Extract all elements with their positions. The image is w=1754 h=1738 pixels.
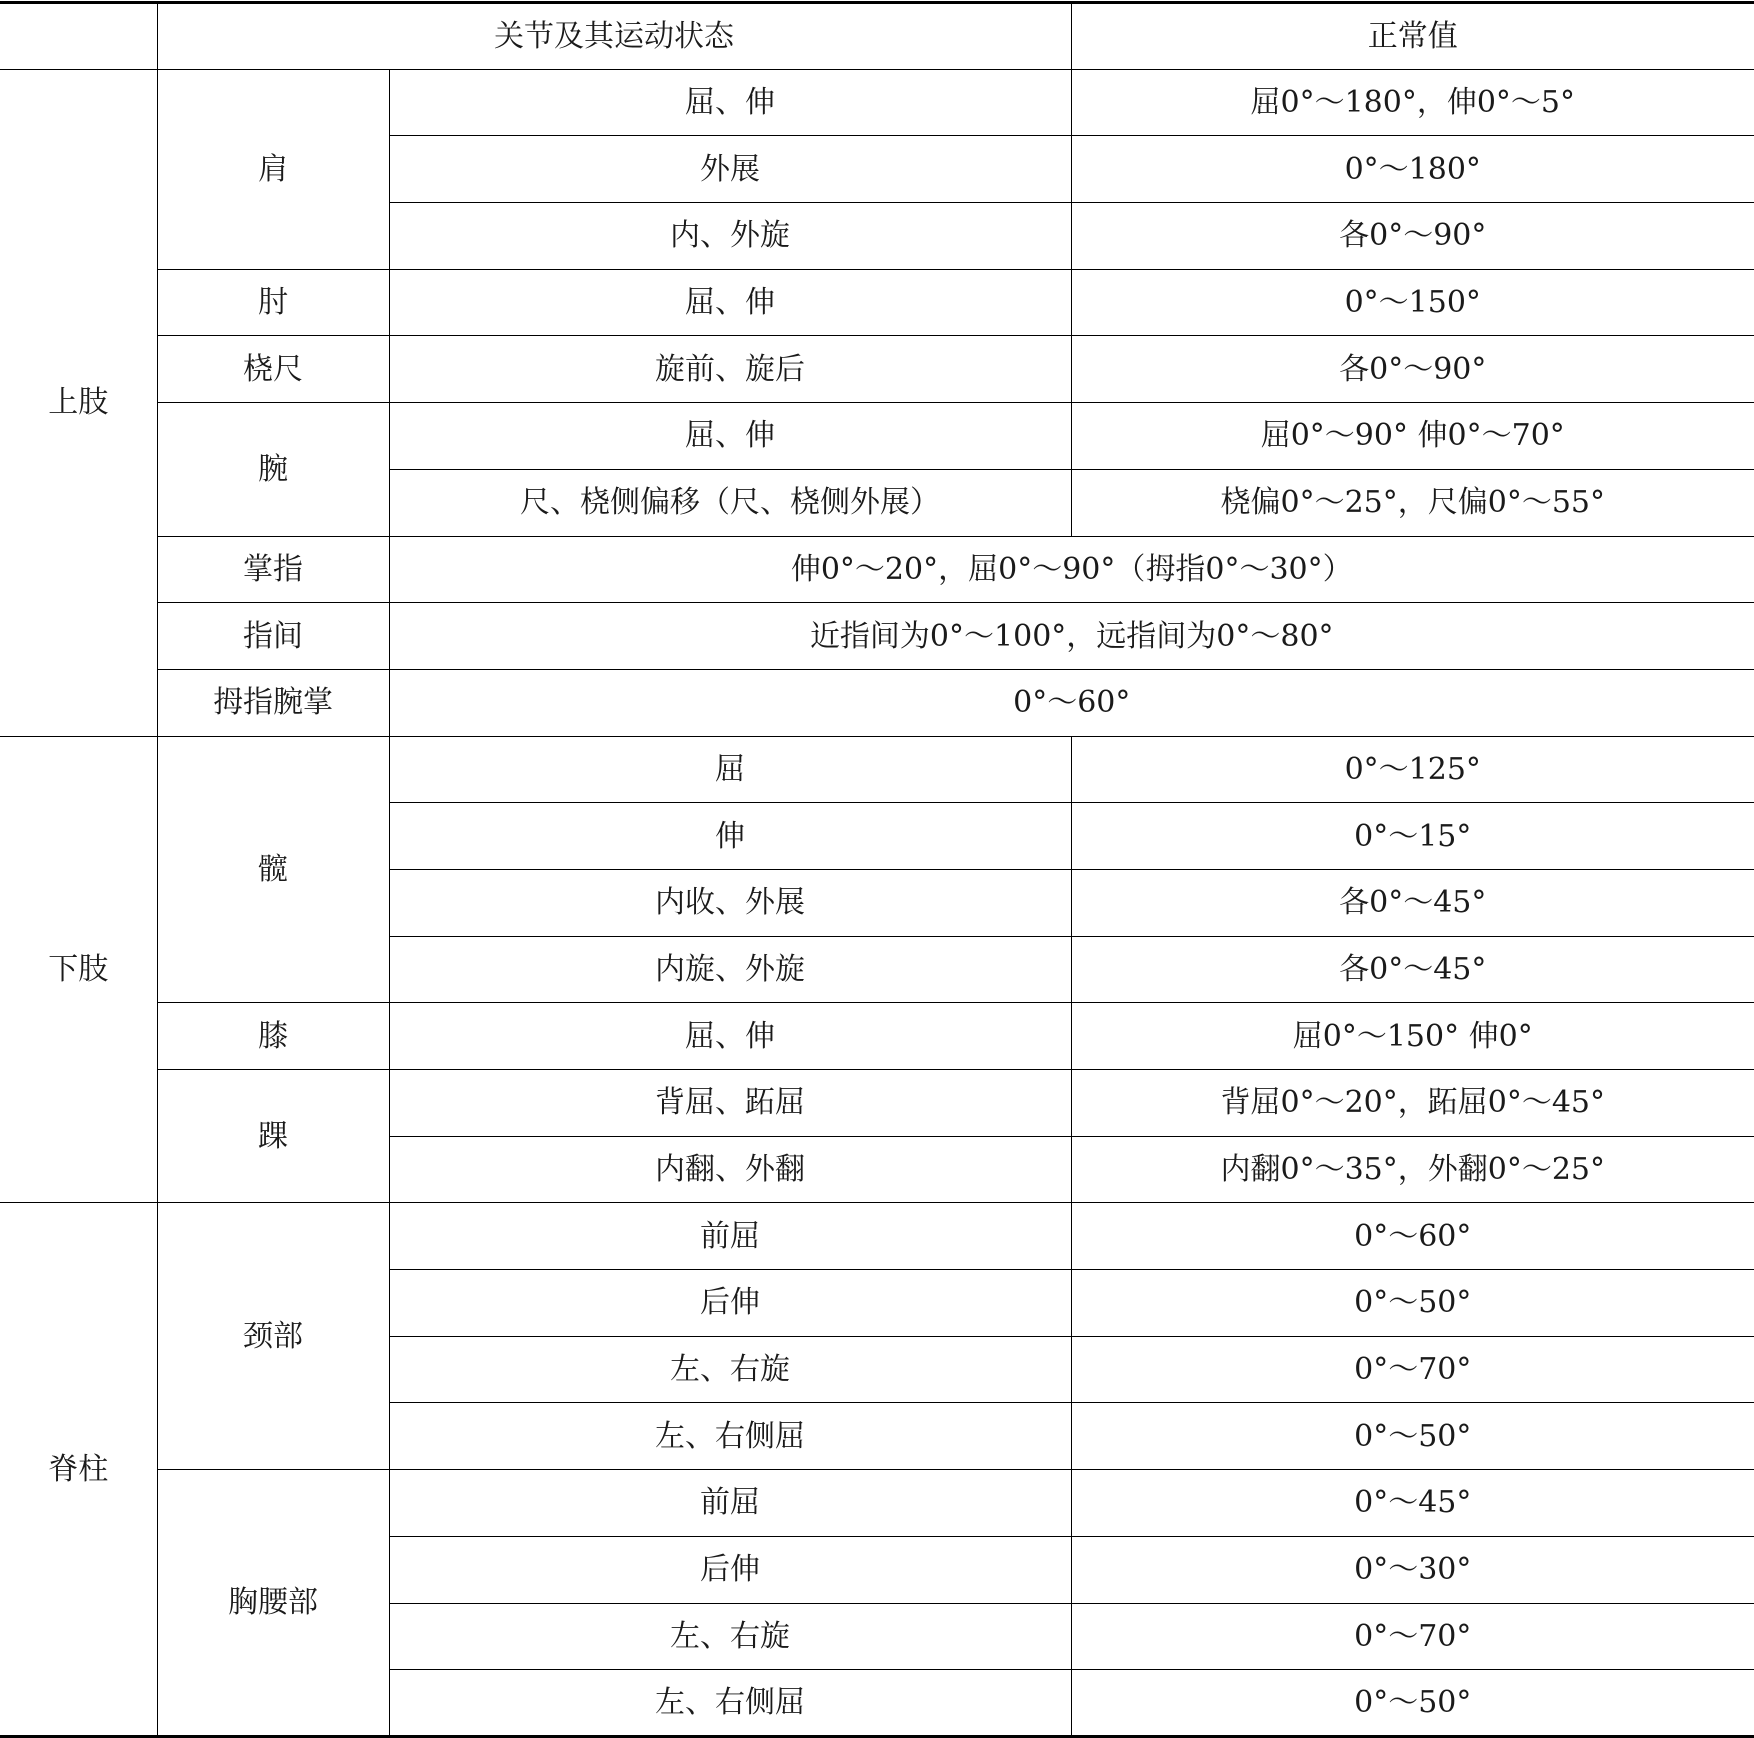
value-cell: 各0°～45° [1071, 936, 1754, 1003]
range-of-motion-table [0, 1, 1754, 1738]
motion-cell: 左、右侧屈 [389, 1403, 1071, 1470]
joint-cell: 腕 [157, 403, 389, 536]
value-cell: 屈0°～90° 伸0°～70° [1071, 403, 1754, 470]
joint-cell: 桡尺 [157, 336, 389, 403]
joint-cell: 肘 [157, 269, 389, 336]
motion-cell: 后伸 [389, 1536, 1071, 1603]
value-cell: 屈0°～180°，伸0°～5° [1071, 69, 1754, 136]
region-cell: 脊柱 [0, 1203, 157, 1737]
value-cell: 0°～15° [1071, 803, 1754, 870]
table-row [0, 1070, 1754, 1137]
motion-cell: 内旋、外旋 [389, 936, 1071, 1003]
value-cell: 背屈0°～20°，跖屈0°～45° [1071, 1070, 1754, 1137]
motion-cell: 左、右旋 [389, 1336, 1071, 1403]
joint-cell: 髋 [157, 736, 389, 1003]
motion-cell: 屈、伸 [389, 403, 1071, 470]
motion-cell: 内翻、外翻 [389, 1136, 1071, 1203]
merged-value-cell: 0°～60° [389, 669, 1754, 736]
header-row [0, 3, 1754, 70]
value-cell: 0°～70° [1071, 1336, 1754, 1403]
value-cell: 各0°～45° [1071, 869, 1754, 936]
table-row [0, 269, 1754, 336]
motion-cell: 前屈 [389, 1203, 1071, 1270]
table-row [0, 736, 1754, 803]
value-cell: 0°～125° [1071, 736, 1754, 803]
region-cell: 下肢 [0, 736, 157, 1203]
motion-cell: 外展 [389, 136, 1071, 203]
value-cell: 内翻0°～35°，外翻0°～25° [1071, 1136, 1754, 1203]
table-row [0, 669, 1754, 736]
value-cell: 0°～50° [1071, 1670, 1754, 1737]
value-cell: 各0°～90° [1071, 203, 1754, 270]
region-cell: 上肢 [0, 69, 157, 736]
motion-cell: 前屈 [389, 1470, 1071, 1537]
table-row [0, 336, 1754, 403]
motion-cell: 内、外旋 [389, 203, 1071, 270]
joint-cell: 踝 [157, 1070, 389, 1203]
motion-cell: 左、右侧屈 [389, 1670, 1071, 1737]
motion-cell: 内收、外展 [389, 869, 1071, 936]
joint-cell: 掌指 [157, 536, 389, 603]
joint-cell: 肩 [157, 69, 389, 269]
value-cell: 各0°～90° [1071, 336, 1754, 403]
motion-cell: 屈、伸 [389, 69, 1071, 136]
value-cell: 0°～50° [1071, 1270, 1754, 1337]
table-row [0, 603, 1754, 670]
motion-cell: 屈、伸 [389, 1003, 1071, 1070]
motion-cell: 尺、桡侧偏移（尺、桡侧外展） [389, 469, 1071, 536]
value-cell: 0°～50° [1071, 1403, 1754, 1470]
value-cell: 屈0°～150° 伸0° [1071, 1003, 1754, 1070]
table-row [0, 1003, 1754, 1070]
value-cell: 0°～180° [1071, 136, 1754, 203]
value-cell: 桡偏0°～25°，尺偏0°～55° [1071, 469, 1754, 536]
table-row [0, 1203, 1754, 1270]
motion-cell: 屈 [389, 736, 1071, 803]
motion-cell: 旋前、旋后 [389, 336, 1071, 403]
merged-value-cell: 伸0°～20°，屈0°～90°（拇指0°～30°） [389, 536, 1754, 603]
header-joint-motion: 关节及其运动状态 [157, 3, 1071, 70]
corner-cell [0, 3, 157, 70]
motion-cell: 屈、伸 [389, 269, 1071, 336]
header-normal-value: 正常值 [1071, 3, 1754, 70]
joint-cell: 胸腰部 [157, 1470, 389, 1737]
value-cell: 0°～45° [1071, 1470, 1754, 1537]
merged-value-cell: 近指间为0°～100°，远指间为0°～80° [389, 603, 1754, 670]
motion-cell: 背屈、跖屈 [389, 1070, 1071, 1137]
value-cell: 0°～150° [1071, 269, 1754, 336]
joint-cell: 颈部 [157, 1203, 389, 1470]
motion-cell: 左、右旋 [389, 1603, 1071, 1670]
table-row [0, 403, 1754, 470]
joint-cell: 拇指腕掌 [157, 669, 389, 736]
table-row [0, 69, 1754, 136]
table-row [0, 536, 1754, 603]
table-row [0, 1470, 1754, 1537]
motion-cell: 后伸 [389, 1270, 1071, 1337]
joint-cell: 膝 [157, 1003, 389, 1070]
value-cell: 0°～60° [1071, 1203, 1754, 1270]
value-cell: 0°～30° [1071, 1536, 1754, 1603]
joint-cell: 指间 [157, 603, 389, 670]
motion-cell: 伸 [389, 803, 1071, 870]
value-cell: 0°～70° [1071, 1603, 1754, 1670]
